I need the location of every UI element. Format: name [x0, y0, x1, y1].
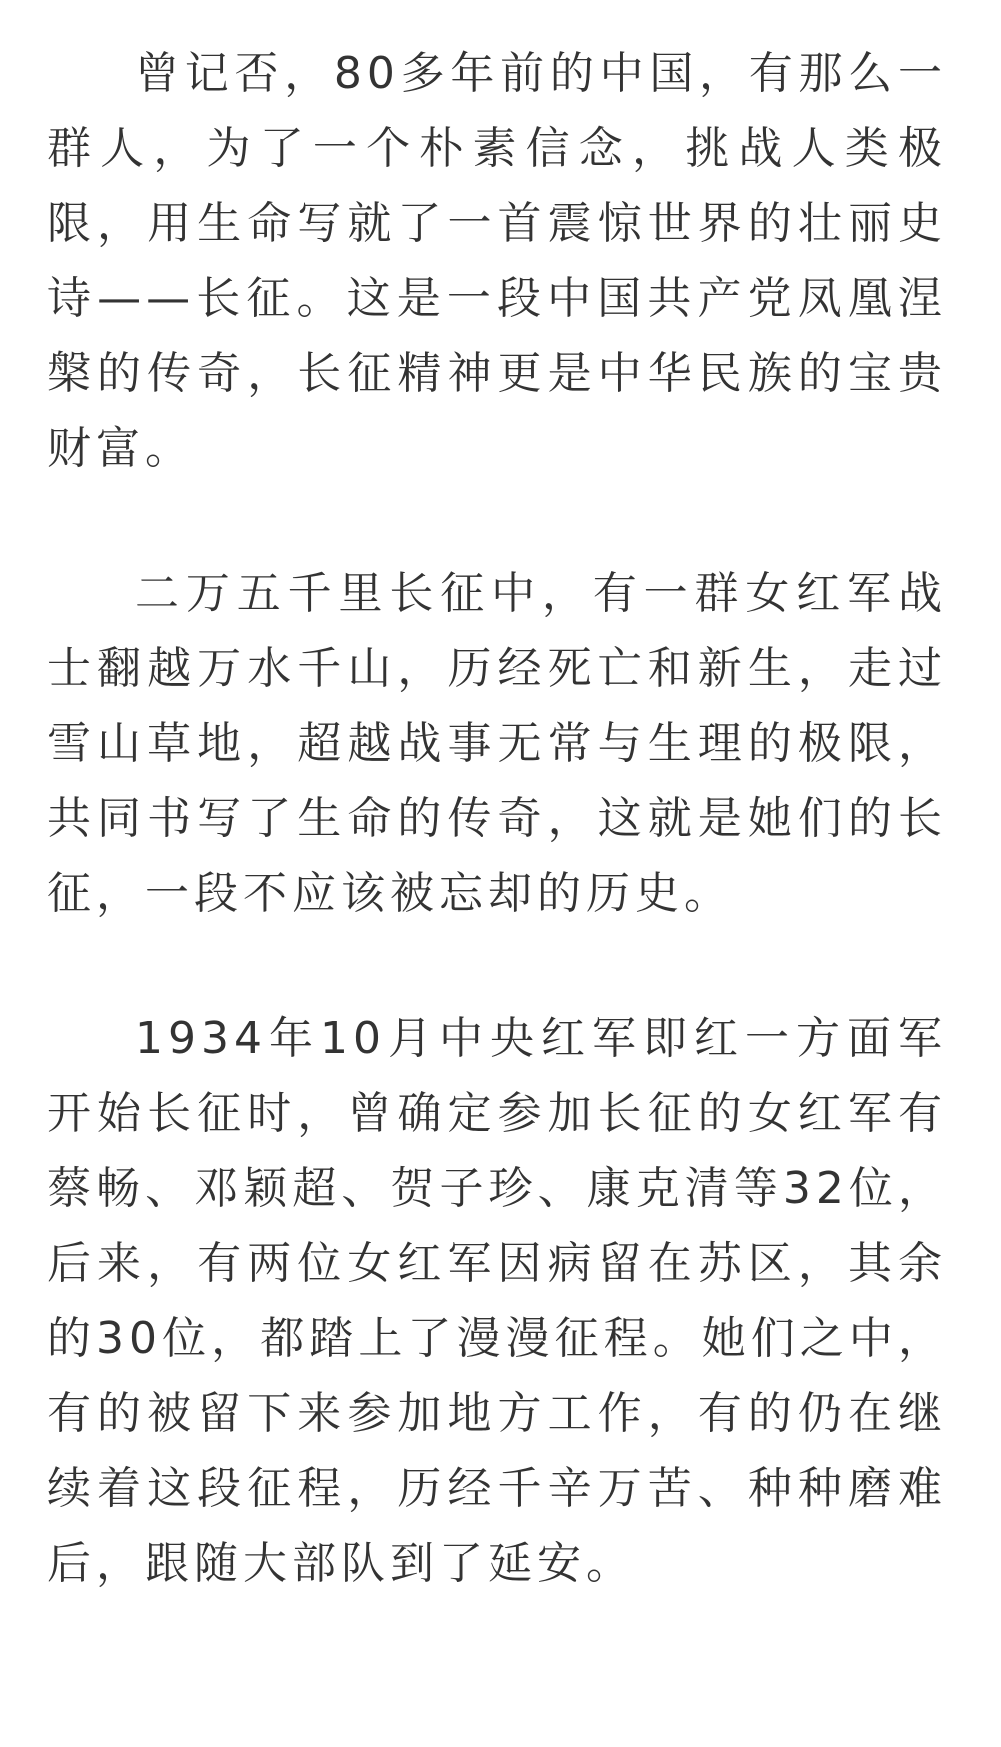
- paragraph-1: 曾记否，80多年前的中国，有那么一群人，为了一个朴素信念，挑战人类极限，用生命写就了一首震惊世界的壮丽史诗——长征。这是一段中国共产党凤凰涅槃的传奇，长征精神更是中华民族的宝贵财富。: [47, 48, 947, 474]
- article-body: [47, 36, 947, 1601]
- paragraph-3: 1934年10月中央红军即红一方面军开始长征时，曾确定参加长征的女红军有蔡畅、邓颖超、贺子珍、康克清等32位，后来，有两位女红军因病留在苏区，其余的30位，都踏上了漫漫征程。她们之中，有的被留下来参加地方工作，有的仍在继续着这段征程，历经千辛万苦、种种磨难后，跟随大部队到了延安。: [47, 1013, 947, 1589]
- paragraph-2: 二万五千里长征中，有一群女红军战士翻越万水千山，历经死亡和新生，走过雪山草地，超越战事无常与生理的极限，共同书写了生命的传奇，这就是她们的长征，一段不应该被忘却的历史。: [47, 568, 947, 919]
